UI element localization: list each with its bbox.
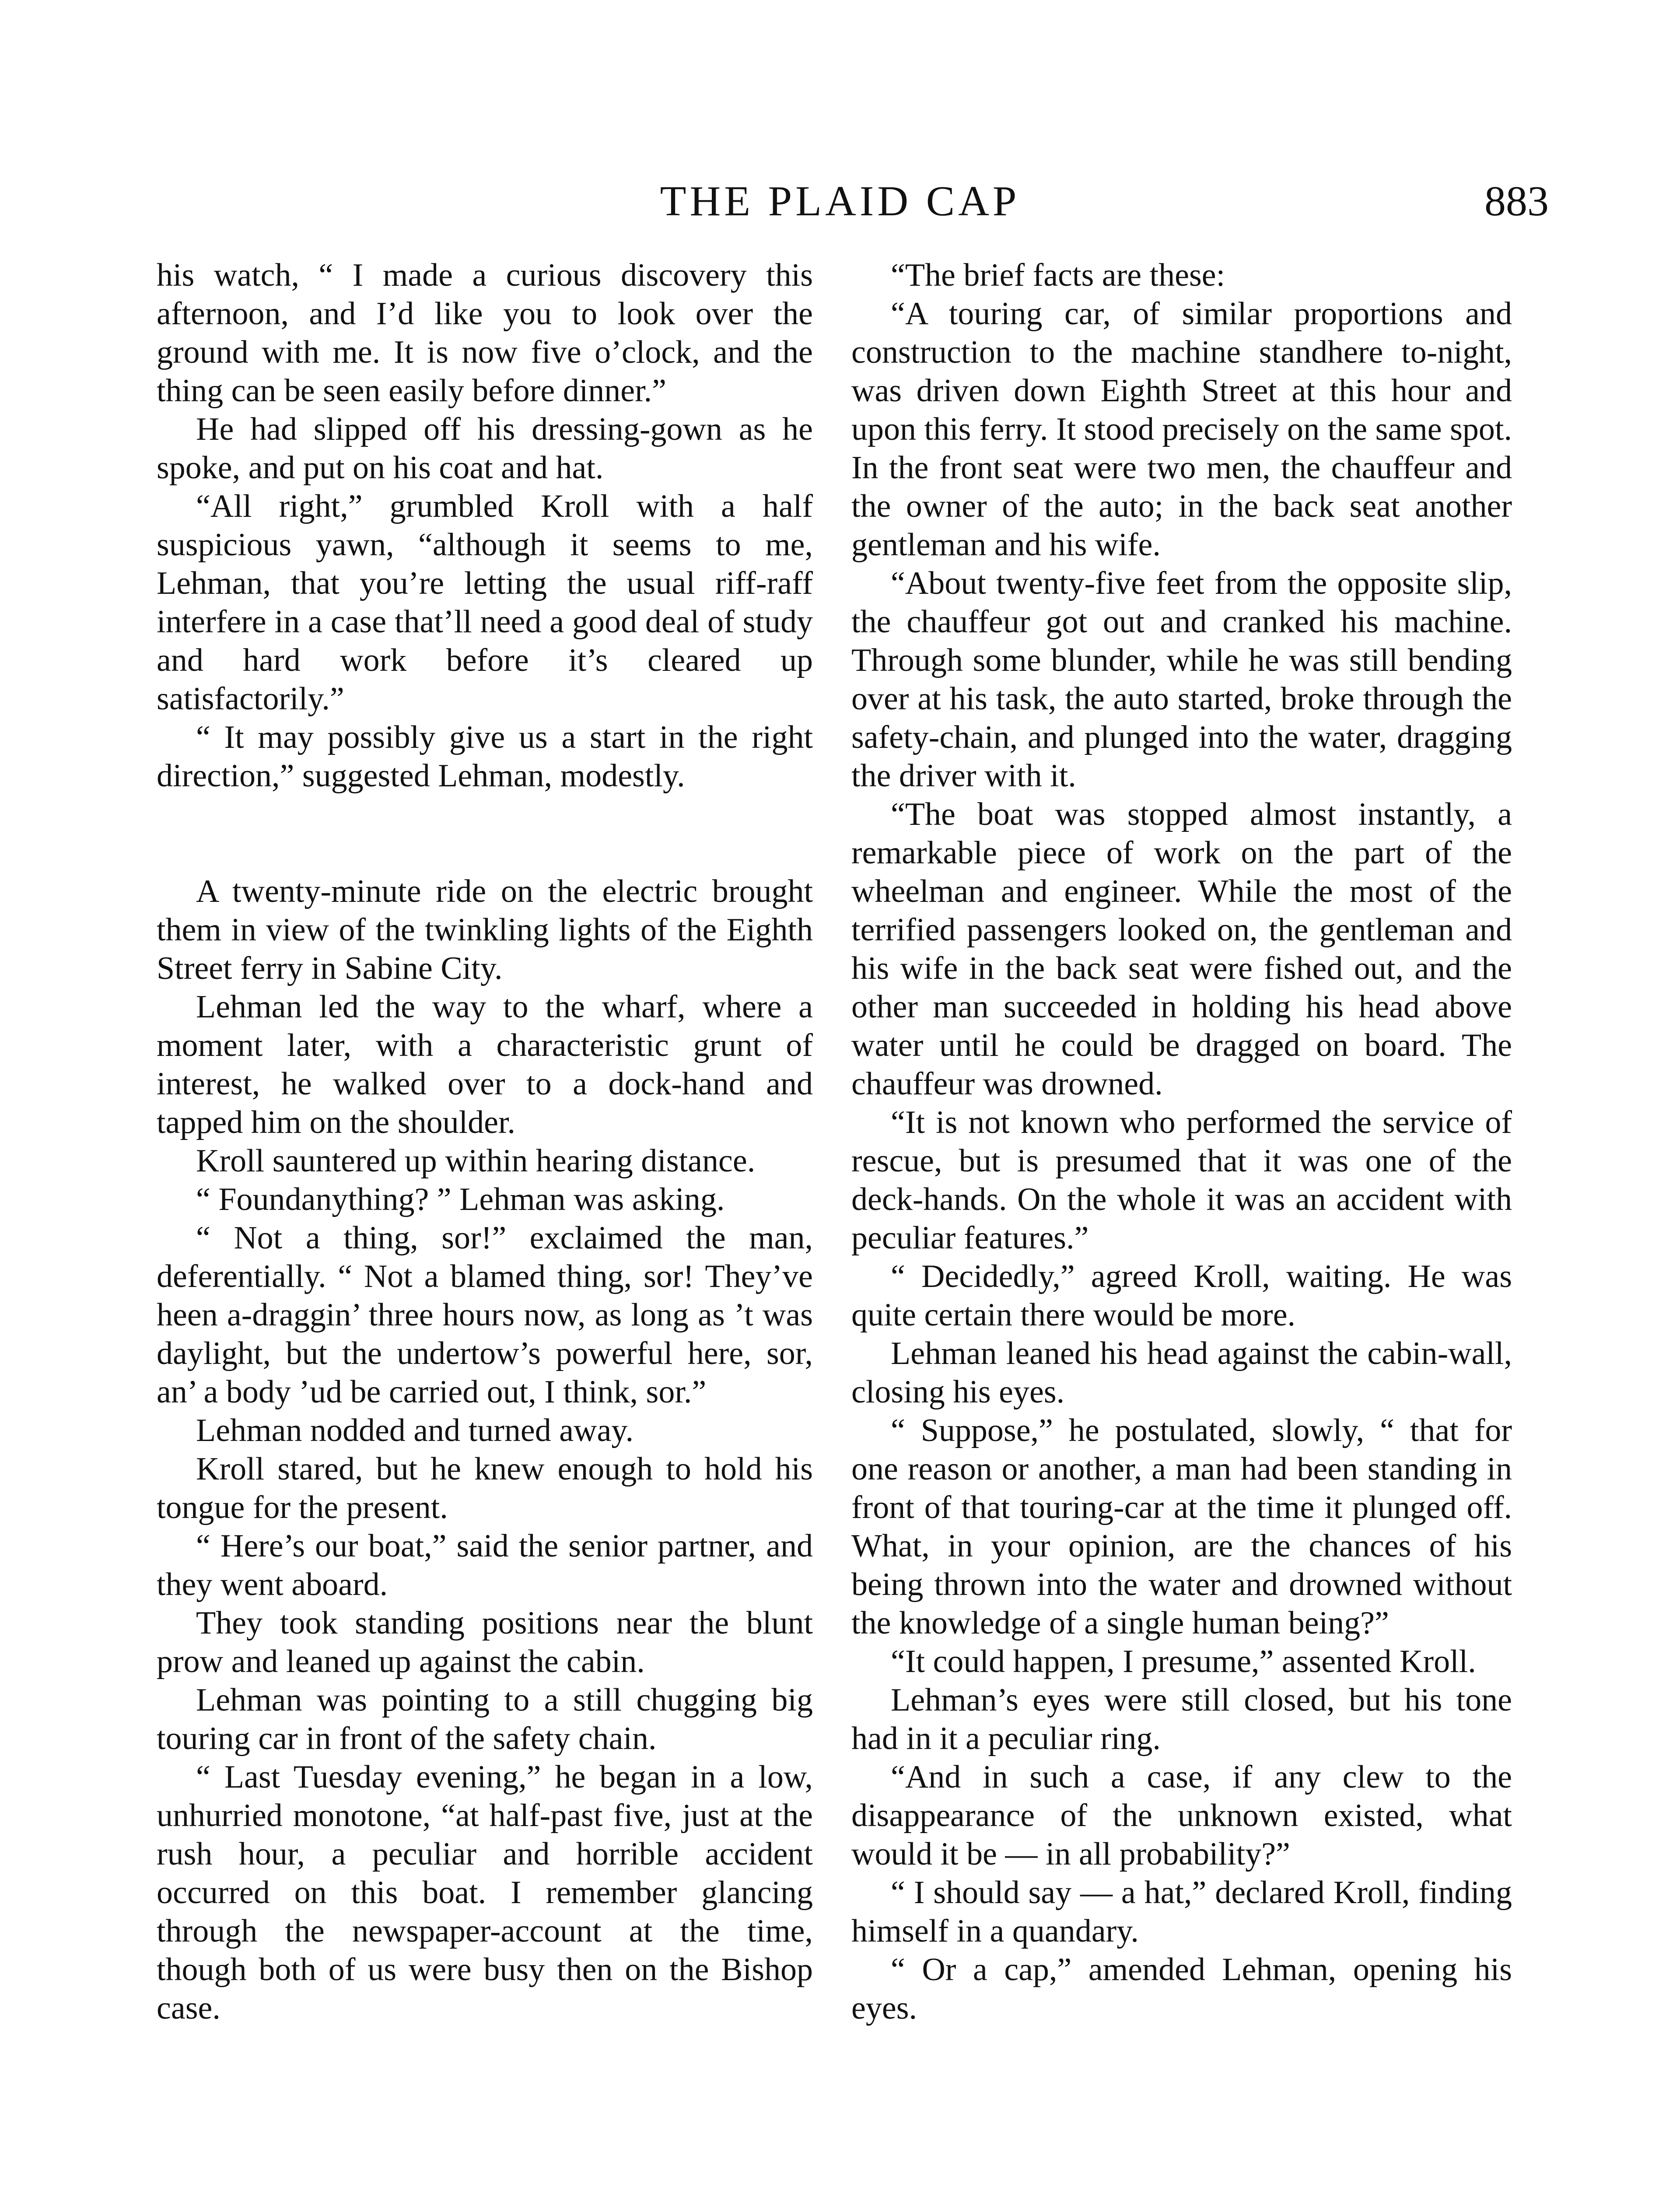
- paragraph: Lehman’s eyes were still closed, but his tone had in it a peculiar ring.: [851, 1682, 1512, 1757]
- paragraph: “ I should say — a hat,” declared Kroll, finding himself in a quandary.: [851, 1875, 1512, 1949]
- paragraph: “ Not a thing, sor!” exclaimed the man, deferentially. “ Not a blamed thing, sor! They’ve heen a-draggin’ three hours now, as long as ’t was daylight, but the undertow’s powerful here, sor, an’ a body ’ud be carried out, I think, sor.”: [157, 1220, 813, 1410]
- paragraph: “About twenty-five feet from the opposite slip, the chauffeur got out and cranked his machine. Through some blunder, while he was still bending over at his task, the auto started, broke through the safety-chain, and plunged into the water, dragging the driver with it.: [851, 565, 1512, 794]
- running-title: THE PLAID CAP: [660, 178, 1020, 225]
- paragraph: Kroll sauntered up within hearing distance.: [196, 1143, 756, 1179]
- paragraph: They took standing positions near the blunt prow and leaned up against the cabin.: [157, 1605, 813, 1680]
- paragraph: Kroll stared, but he knew enough to hold his tongue for the present.: [157, 1451, 813, 1525]
- running-head: [131, 171, 1549, 232]
- paragraph: “And in such a case, if any clew to the disappearance of the unknown existed, what would it be — in all probability?”: [851, 1759, 1512, 1872]
- paragraph: “ Last Tuesday evening,” he began in a low, unhurried monotone, “at half-past five, just at the rush hour, a peculiar and horrible accident occurred on this boat. I remember glancing through the newspaper-account at the time, though both of us were busy then on the Bishop case.: [157, 1759, 813, 2026]
- paragraph: He had slipped off his dressing-gown as he spoke, and put on his coat and hat.: [157, 411, 813, 486]
- paragraph: Lehman nodded and turned away.: [196, 1413, 634, 1448]
- paragraph: Lehman was pointing to a still chugging big touring car in front of the safety chain.: [157, 1682, 813, 1757]
- paragraph: “The brief facts are these:: [891, 257, 1225, 293]
- paragraph: “ Foundanything? ” Lehman was asking.: [196, 1182, 725, 1217]
- paragraph: “ It may possibly give us a start in the right direction,” suggested Lehman, modestly.: [157, 719, 813, 794]
- paragraph: “The boat was stopped almost instantly, a remarkable piece of work on the part of the wheelman and engineer. While the most of the terrified passengers looked on, the gentleman and his wife in the back seat were fished out, and the other man succeeded in holding his head above water until he could be dragged on board. The chauffeur was drowned.: [851, 796, 1512, 1102]
- paragraph: Lehman led the way to the wharf, where a moment later, with a characteristic grunt of interest, he walked over to a dock-hand and tapped him on the shoulder.: [157, 989, 813, 1140]
- paragraph: “It is not known who performed the service of rescue, but is presumed that it was one of the deck-hands. On the whole it was an accident with peculiar features.”: [851, 1105, 1512, 1256]
- left-column: [157, 256, 813, 2027]
- paragraph: “ Or a cap,” amended Lehman, opening his eyes.: [851, 1952, 1512, 2026]
- paragraph: “ Decidedly,” agreed Kroll, waiting. He was quite certain there would be more.: [851, 1259, 1512, 1333]
- paragraph: A twenty-minute ride on the electric brought them in view of the twinkling lights of the Eighth Street ferry in Sabine City.: [157, 873, 813, 986]
- right-column: [851, 256, 1512, 2027]
- paragraph: his watch, “ I made a curious discovery this afternoon, and I’d like you to look over the ground with me. It is now five o’clock, and the thing can be seen easily before dinner.”: [157, 257, 813, 409]
- paragraph: “It could happen, I presume,” assented Kroll.: [891, 1644, 1476, 1680]
- page-number: 883: [1484, 178, 1549, 225]
- paragraph: “All right,” grumbled Kroll with a half suspicious yawn, “although it seems to me, Lehman, that you’re letting the usual riff-raff interfere in a case that’ll need a good deal of study and hard work before it’s cleared up satisfactorily.”: [157, 488, 813, 717]
- paragraph: “ Here’s our boat,” said the senior partner, and they went aboard.: [157, 1528, 813, 1602]
- paragraph: “ Suppose,” he postulated, slowly, “ that for one reason or another, a man had been standing in front of that touring-car at the time it plunged off. What, in your opinion, are the chances of his being thrown into the water and drowned without the knowledge of a single human being?”: [851, 1413, 1512, 1641]
- paragraph: Lehman leaned his head against the cabin-wall, closing his eyes.: [851, 1336, 1512, 1410]
- paragraph: “A touring car, of similar proportions and construction to the machine standhere to-night, was driven down Eighth Street at this hour and upon this ferry. It stood precisely on the same spot. In the front seat were two men, the chauffeur and the owner of the auto; in the back seat another gentleman and his wife.: [851, 296, 1512, 563]
